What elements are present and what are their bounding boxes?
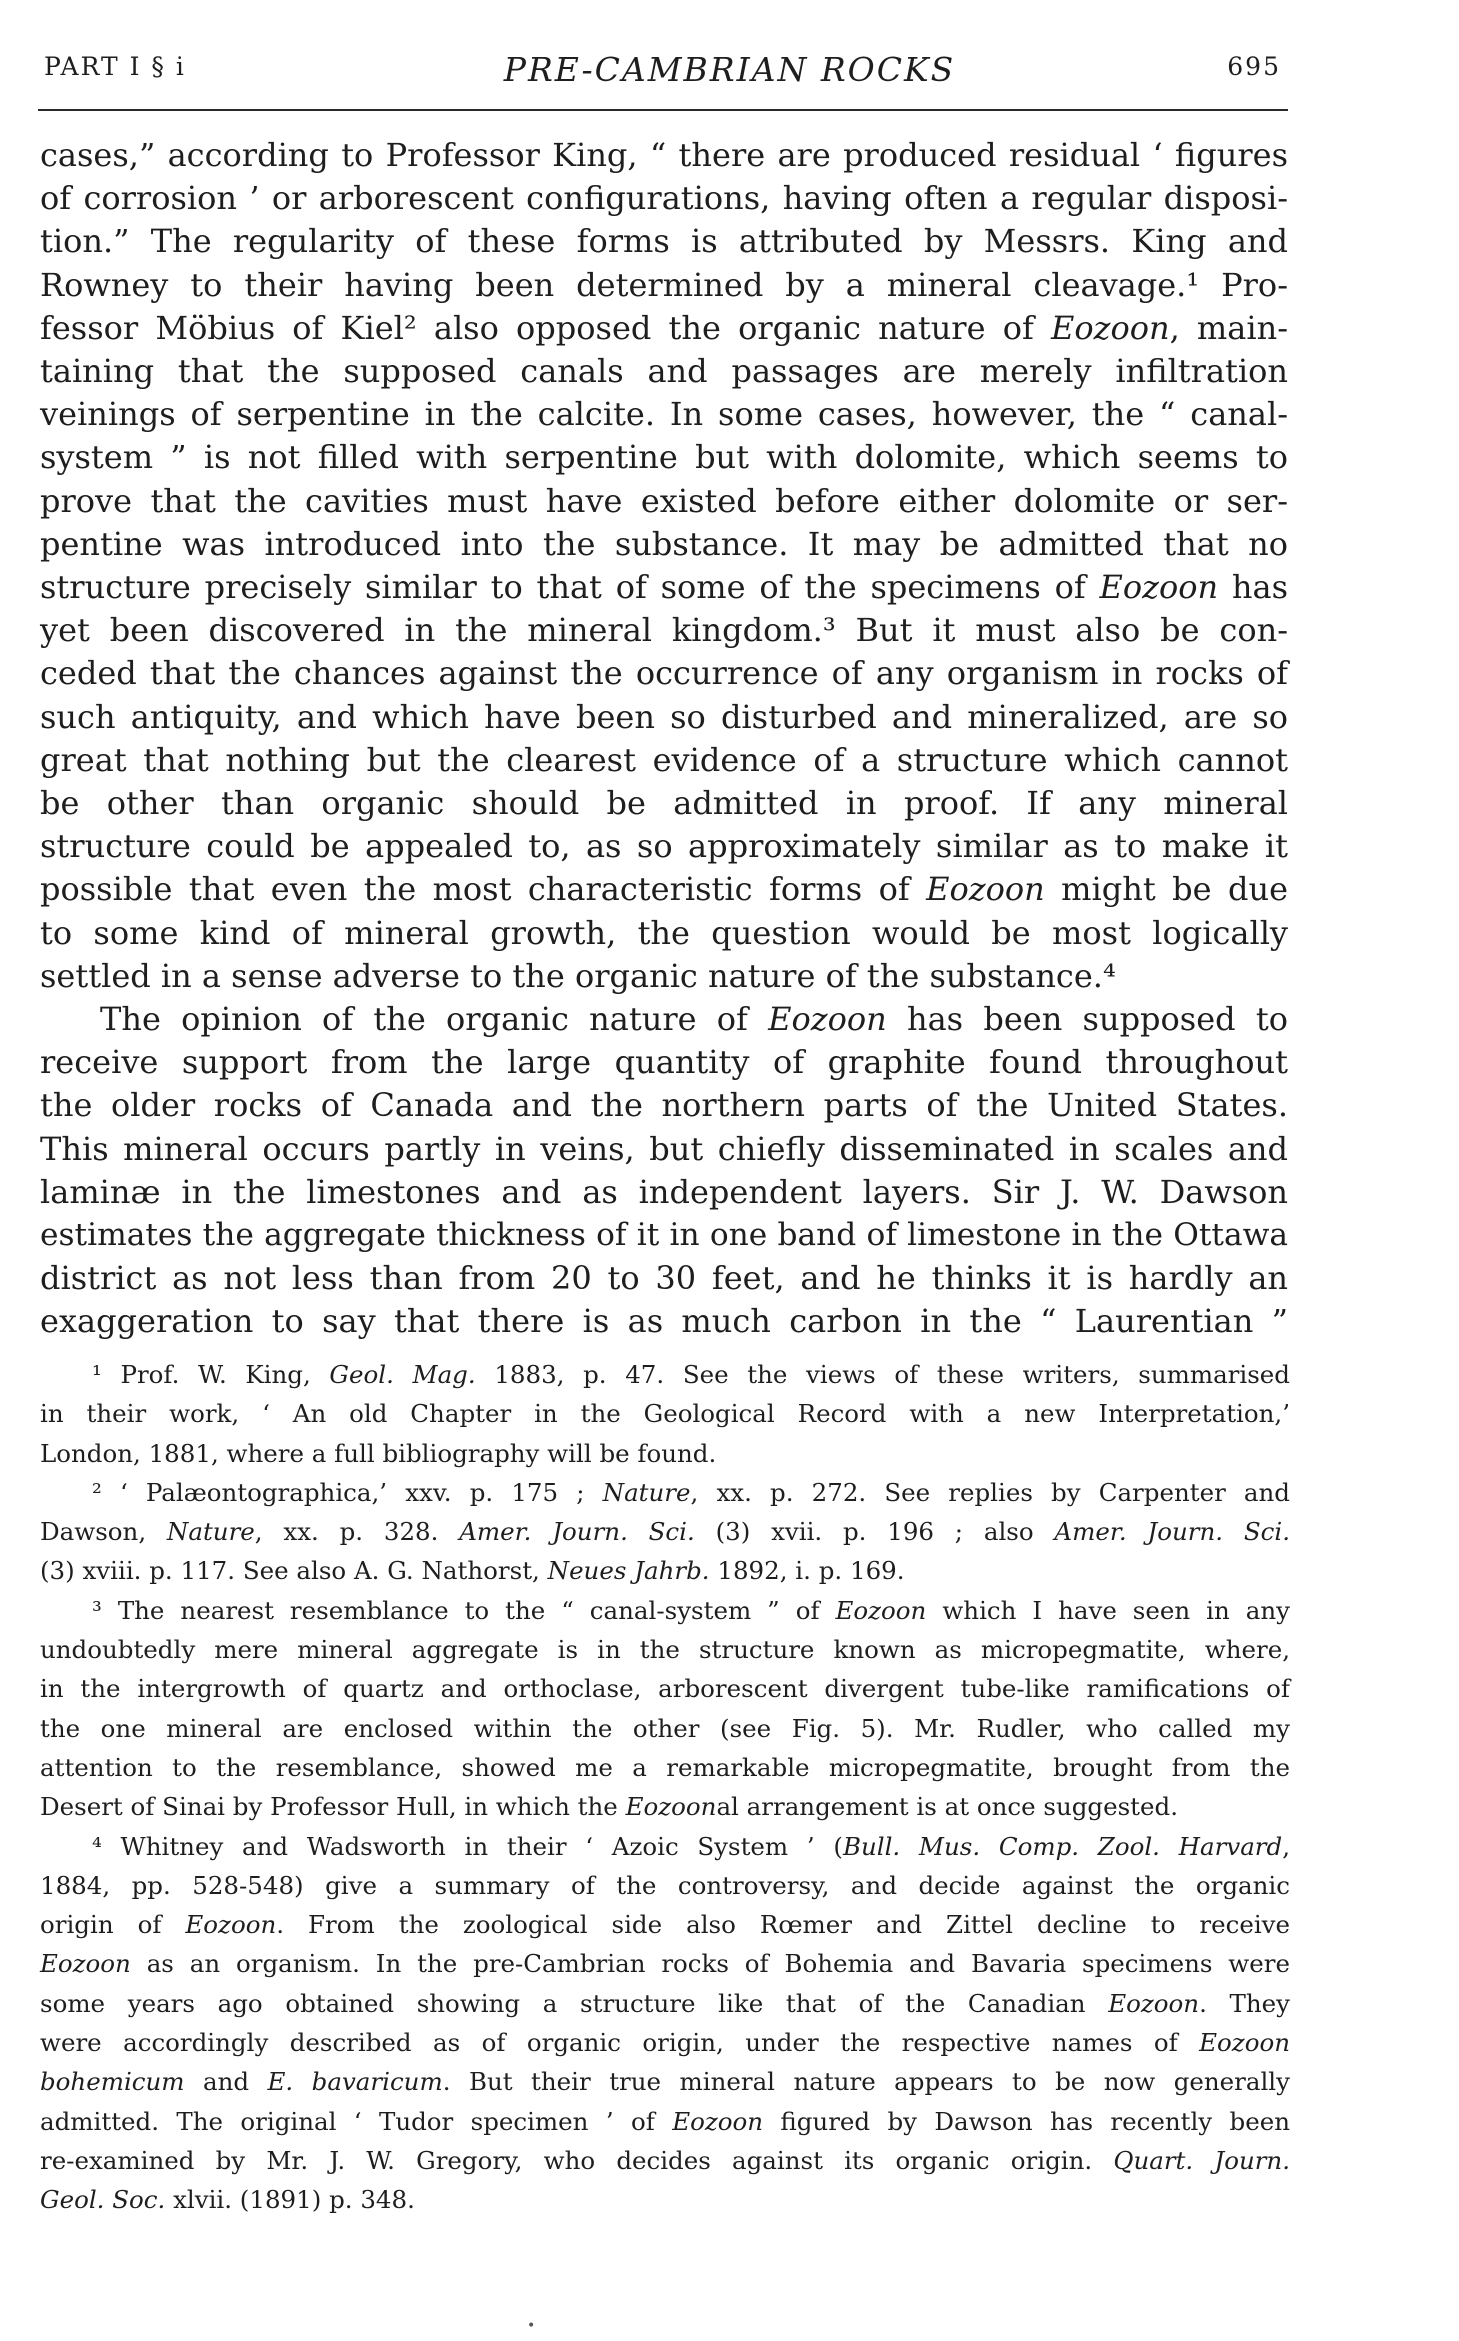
text-line: yet been discovered in the mineral kingdom.³ But it must also be con- <box>40 611 1288 650</box>
text-line: great that nothing but the clearest evidence of a structure which cannot <box>40 740 1288 779</box>
text-line: settled in a sense adverse to the organic nature of the substance.⁴ <box>40 956 1116 995</box>
footnote-line: admitted. The original ‘ Tudor specimen ’ of Eozoon figured by Dawson has recently been <box>40 2106 1290 2136</box>
text-line: of corrosion ’ or arborescent configurations, having often a regular disposi- <box>40 179 1288 218</box>
text-line: cases,” according to Professor King, “ there are produced residual ‘ figures <box>40 136 1288 174</box>
text-line: tion.” The regularity of these forms is attributed by Messrs. King and <box>40 222 1288 261</box>
footnote-line: ² ‘ Palæontographica,’ xxv. p. 175 ; Nature, xx. p. 272. See replies by Carpenter and <box>92 1477 1290 1507</box>
footnote-line: Eozoon as an organism. In the pre-Cambrian rocks of Bohemia and Bavaria specimens were <box>40 1949 1290 1979</box>
footnote-line: some years ago obtained showing a structure like that of the Canadian Eozoon. They <box>40 1988 1290 2018</box>
text-line: The opinion of the organic nature of Eozoon has been supposed to <box>100 1000 1289 1039</box>
text-line: estimates the aggregate thickness of it in one band of limestone in the Ottawa <box>40 1217 1288 1254</box>
text-line: the older rocks of Canada and the northern parts of the United States. <box>40 1086 1288 1125</box>
text-line: district as not less than from 20 to 30 feet, and he thinks it is hardly an <box>40 1259 1288 1298</box>
text-line: fessor Möbius of Kiel² also opposed the organic nature of Eozoon, main- <box>40 308 1289 347</box>
footnotes <box>40 1355 1290 2220</box>
part-section-label: PART I § i <box>44 52 186 81</box>
footnote-line: in the intergrowth of quartz and orthoclase, arborescent divergent tube-like ramifications of <box>40 1674 1290 1704</box>
footnote-line: were accordingly described as of organic origin, under the respective names of Eozoon <box>40 2028 1290 2058</box>
footnote-line: undoubtedly mere mineral aggregate is in the structure known as micropegmatite, where, <box>40 1635 1290 1665</box>
footnote-line: ⁴ Whitney and Wadsworth in their ‘ Azoic System ’ (Bull. Mus. Comp. Zool. Harvard, <box>92 1831 1290 1861</box>
text-line: structure precisely similar to that of some of the specimens of Eozoon has <box>40 568 1289 607</box>
running-header <box>0 52 1459 96</box>
header-rule <box>38 109 1288 111</box>
text-line: possible that even the most characteristic forms of Eozoon might be due <box>40 870 1289 909</box>
footnote-line: 1884, pp. 528-548) give a summary of the controversy, and decide against the organic <box>40 1870 1290 1900</box>
footnote-line: in their work, ‘ An old Chapter in the Geological Record with a new Interpretation,’ <box>40 1399 1290 1429</box>
footnote-line: bohemicum and E. bavaricum. But their true mineral nature appears to be now generally <box>40 2067 1290 2097</box>
body-text <box>40 134 1288 1344</box>
footnote-line: Geol. Soc. xlvii. (1891) p. 348. <box>40 2185 415 2215</box>
footnote-line: ¹ Prof. W. King, Geol. Mag. 1883, p. 47. See the views of these writers, summarised <box>92 1360 1290 1389</box>
text-line: taining that the supposed canals and passages are merely infiltration <box>40 352 1288 391</box>
text-line: laminæ in the limestones and as independent layers. Sir J. W. Dawson <box>40 1172 1288 1211</box>
footnote-line: origin of Eozoon. From the zoological side also Rœmer and Zittel decline to receive <box>40 1910 1290 1940</box>
footnote-line: ³ The nearest resemblance to the “ canal-system ” of Eozoon which I have seen in any <box>92 1595 1290 1625</box>
footnote-line: Desert of Sinai by Professor Hull, in which the Eozoonal arrangement is at once suggested. <box>40 1792 1178 1822</box>
text-line: veinings of serpentine in the calcite. In some cases, however, the “ canal- <box>40 395 1288 434</box>
text-line: This mineral occurs partly in veins, but chiefly disseminated in scales and <box>40 1129 1288 1168</box>
page-number: 695 <box>1227 52 1281 81</box>
footnote-line: re-examined by Mr. J. W. Gregory, who decides against its organic origin. Quart. Journ. <box>40 2145 1291 2175</box>
text-line: such antiquity, and which have been so disturbed and mineralized, are so <box>40 697 1288 736</box>
footnote-line: (3) xviii. p. 117. See also A. G. Nathorst, Neues Jahrb. 1892, i. p. 169. <box>40 1556 905 1586</box>
text-line: system ” is not filled with serpentine but with dolomite, which seems to <box>40 438 1288 477</box>
text-line: to some kind of mineral growth, the question would be most logically <box>40 913 1288 952</box>
text-line: receive support from the large quantity of graphite found throughout <box>40 1043 1288 1082</box>
text-line: structure could be appealed to, as so approximately similar as to make it <box>40 827 1288 866</box>
text-line: Rowney to their having been determined by a mineral cleavage.¹ Pro- <box>40 265 1288 304</box>
text-line: ceded that the chances against the occurrence of any organism in rocks of <box>40 654 1288 693</box>
footnote-line: Dawson, Nature, xx. p. 328. Amer. Journ. Sci. (3) xvii. p. 196 ; also Amer. Journ. Sci. <box>40 1517 1290 1547</box>
text-line: pentine was introduced into the substance. It may be admitted that no <box>40 524 1288 563</box>
text-line: be other than organic should be admitted in proof. If any mineral <box>40 784 1288 823</box>
text-line: exaggeration to say that there is as much carbon in the “ Laurentian ” <box>40 1302 1288 1341</box>
footnote-line: the one mineral are enclosed within the other (see Fig. 5). Mr. Rudler, who called my <box>40 1713 1290 1743</box>
footnote-line: attention to the resemblance, showed me a remarkable micropegmatite, brought from the <box>40 1752 1290 1782</box>
page-mark: • <box>527 2318 536 2334</box>
running-title: PRE-CAMBRIAN ROCKS <box>503 50 956 89</box>
footnote-line: London, 1881, where a full bibliography will be found. <box>40 1438 717 1468</box>
text-line: prove that the cavities must have existed before either dolomite or ser- <box>40 481 1288 520</box>
